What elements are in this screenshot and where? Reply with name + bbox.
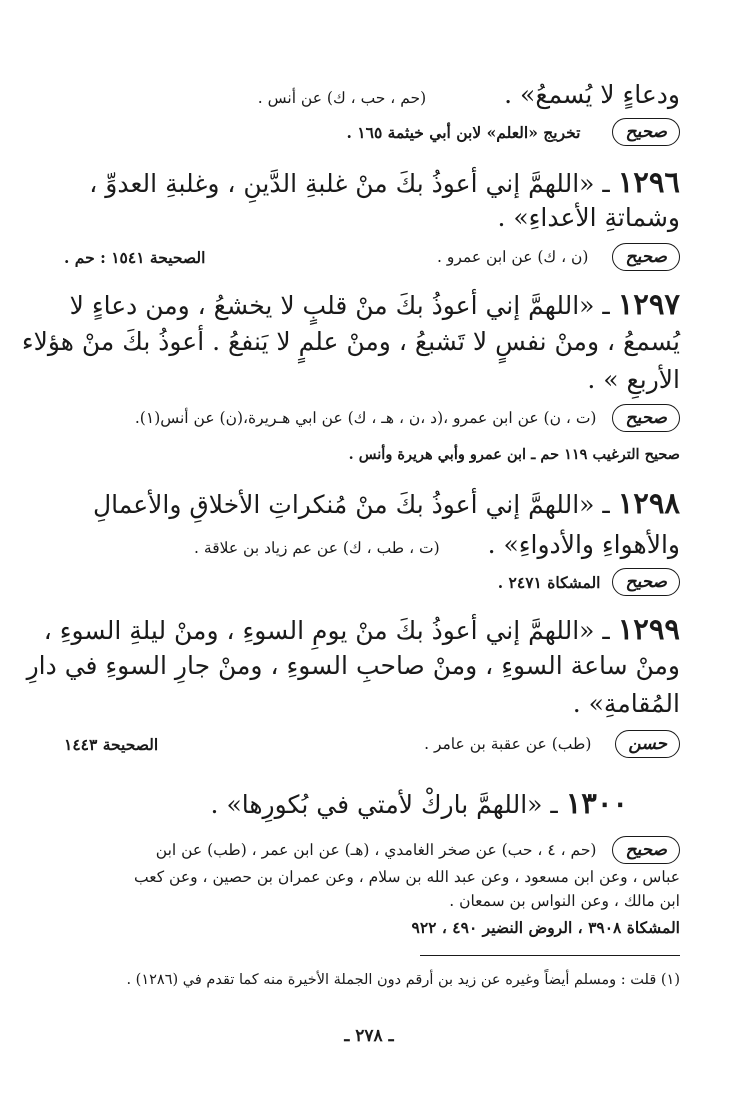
grade-badge: صحيح xyxy=(612,118,680,146)
source-text: (طب) عن عقبة بن عامر . xyxy=(424,735,592,753)
hadith-1299: ١٢٩٩ ـ «اللهمَّ إني أعوذُ بكَ منْ يومِ السوءِ ، ومنْ ليلةِ السوءِ ، xyxy=(43,612,680,646)
grade-row xyxy=(64,243,680,271)
reference-text: الصحيحة ١٤٤٣ xyxy=(64,734,159,754)
reference-row xyxy=(64,918,680,937)
reference-text: المشكاة ٢٤٧١ . xyxy=(497,572,601,592)
reference-row xyxy=(64,444,680,463)
hadith-number: ١٢٩٧ xyxy=(617,287,680,321)
grade-row xyxy=(64,404,680,432)
grade-row xyxy=(64,568,680,596)
hadith-line: «اللهمَّ إني أعوذُ بكَ منْ قلبٍ لا يخشعُ ، ومن دعاءٍ لا xyxy=(69,291,595,320)
source-text: (ت ، ن) عن ابن عمرو ،(د ،ن ، هـ ، ك) عن ابي هـريرة،(ن) عن أنس(١). xyxy=(134,409,597,427)
source-line: ابن مالك ، وعن النواس بن سمعان . xyxy=(449,892,680,910)
hadith-line: «اللهمَّ باركْ لأمتي في بُكورِها» . xyxy=(210,790,543,819)
grade-row xyxy=(64,730,680,758)
hadith-line: «اللهمَّ إني أعوذُ بكَ منْ يومِ السوءِ ، ومنْ ليلةِ السوءِ ، xyxy=(43,616,595,645)
hadith-1297: ١٢٩٧ ـ «اللهمَّ إني أعوذُ بكَ منْ قلبٍ لا يخشعُ ، ومن دعاءٍ لا xyxy=(69,287,680,321)
hadith-number: ١٣٠٠ xyxy=(565,786,628,820)
hadith-number: ١٢٩٨ xyxy=(617,486,680,520)
hadith-line: يُسمعُ ، ومنْ نفسٍ لا تَشبعُ ، ومنْ علمٍ لا يَنفعُ . أعوذُ بكَ منْ هؤلاء xyxy=(21,327,680,356)
source-text: (حم ، حب ، ك) عن أنس . xyxy=(257,89,427,107)
reference-text: المشكاة ٣٩٠٨ ، الروض النضير ٤٩٠ ، ٩٢٢ xyxy=(411,918,680,937)
footnote: (١) قلت : ومسلم أيضاً وغيره عن زيد بن أرقم دون الجملة الأخيرة منه كما تقدم في (١٢٨٦) . xyxy=(126,972,680,988)
hadith-number: ١٢٩٩ xyxy=(617,612,680,646)
grade-row xyxy=(64,118,680,146)
hadith-1296: ١٢٩٦ ـ «اللهمَّ إني أعوذُ بكَ منْ غلبةِ الدَّينِ ، وغلبةِ العدوِّ ، xyxy=(89,165,680,199)
source-text: (حم ، ٤ ، حب) عن صخر الغامدي ، (هـ) عن ابن عمر ، (طب) عن ابن xyxy=(155,841,597,859)
footnote-divider xyxy=(420,955,680,956)
hadith-line: والأهواءِ والأدواءِ» . (ت ، طب ، ك) عن عم زياد بن علاقة . xyxy=(194,530,680,559)
reference-text: تخريج «العلم» لابن أبي خيثمة ١٦٥ . xyxy=(346,122,581,142)
hadith-line: «اللهمَّ إني أعوذُ بكَ منْ مُنكراتِ الأخلاقِ والأعمالِ xyxy=(93,490,595,519)
source-text: (ن ، ك) عن ابن عمرو . xyxy=(437,248,589,266)
grade-badge: صحيح xyxy=(612,836,680,864)
hadith-line: المُقامةِ» . xyxy=(572,689,680,718)
continuation-line xyxy=(64,78,680,115)
grade-badge: صحيح xyxy=(612,568,680,596)
source-line: عباس ، وعن ابن مسعود ، وعن عبد الله بن سلام ، وعن عمران بن حصين ، وعن كعب xyxy=(134,868,680,886)
grade-row xyxy=(64,836,680,864)
page-number: ـ ٢٧٨ ـ xyxy=(344,1026,394,1046)
hadith-1300: ١٣٠٠ ـ «اللهمَّ باركْ لأمتي في بُكورِها» . xyxy=(210,786,628,820)
grade-badge: صحيح xyxy=(612,243,680,271)
hadith-line: وشماتةِ الأعداءِ» . xyxy=(497,203,680,232)
hadith-line: ومنْ ساعة السوءِ ، ومنْ صاحبِ السوءِ ، ومنْ جارِ السوءِ في دارِ xyxy=(26,651,680,680)
reference-text: صحيح الترغيب ١١٩ حم ـ ابن عمرو وأبي هريرة وأنس . xyxy=(348,446,680,463)
hadith-number: ١٢٩٦ xyxy=(617,165,680,199)
hadith-text: ودعاءٍ لا يُسمعُ» . xyxy=(504,80,680,109)
grade-badge: حسن xyxy=(615,730,680,758)
grade-badge: صحيح xyxy=(612,404,680,432)
reference-text: الصحيحة ١٥٤١ : حم . xyxy=(64,247,206,267)
hadith-line: «اللهمَّ إني أعوذُ بكَ منْ غلبةِ الدَّينِ ، وغلبةِ العدوِّ ، xyxy=(89,169,595,198)
hadith-line: الأربعِ » . xyxy=(587,365,680,394)
hadith-1298: ١٢٩٨ ـ «اللهمَّ إني أعوذُ بكَ منْ مُنكراتِ الأخلاقِ والأعمالِ xyxy=(93,486,680,520)
source-text: (ت ، طب ، ك) عن عم زياد بن علاقة . xyxy=(194,539,440,557)
